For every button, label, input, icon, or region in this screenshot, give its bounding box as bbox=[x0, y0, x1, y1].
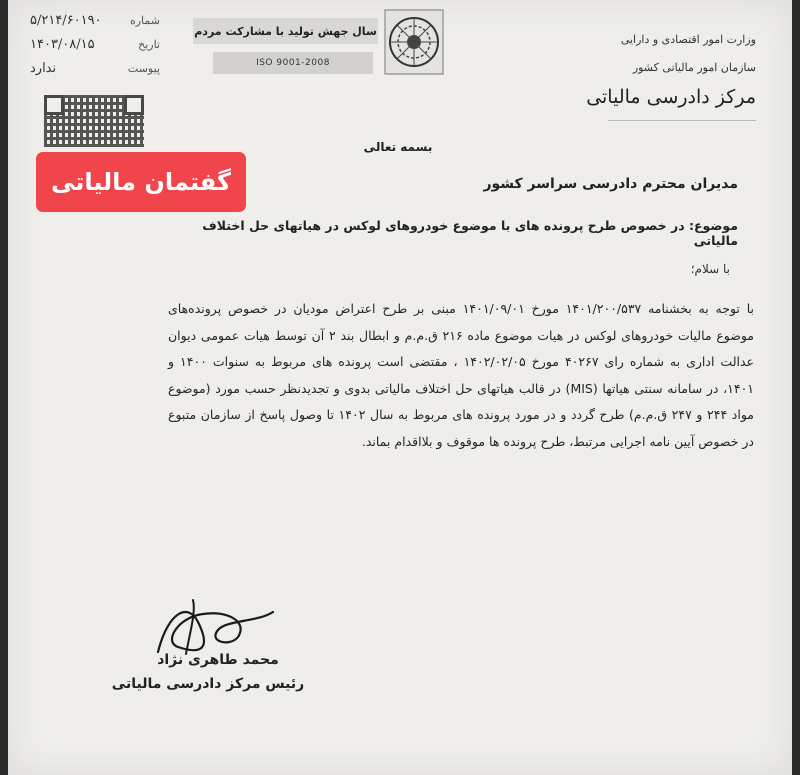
header-divider bbox=[608, 120, 756, 121]
meta-attachment-value: ندارد bbox=[30, 60, 57, 76]
meta-date-row bbox=[30, 32, 160, 56]
meta-attachment-label: پیوست bbox=[127, 61, 160, 75]
letter-greeting: با سلام؛ bbox=[690, 262, 730, 276]
header-ministry: وزارت امور اقتصادی و دارایی bbox=[620, 33, 756, 46]
tax-discourse-badge bbox=[36, 152, 246, 212]
letter-body-paragraph: با توجه به بخشنامه ۱۴۰۱/۲۰۰/۵۳۷ مورخ ۱۴۰۱/۰۹/۰۱ مبنی بر طرح اعتراض مودیان در خصوص پرونده‌های موضوع مالیات خودروهای لوکس در هیات موضوع ماده ۲۱۶ ق.م.م و ابطال بند ۲ آن توسط هیات عمومی دیوان عدالت اداری به شماره رای ۴۰۲۶۷ مورخ ۱۴۰۲/۰۲/۰۵ ، مقتضی است پرونده های مربوط به سنوات ۱۴۰۰ و ۱۴۰۱، در سامانه سنتی هیاتها (MIS) در قالب هیاتهای حل اختلاف مالیاتی بدوی و تجدیدنظر حسب مورد (موضوع مواد ۲۴۴ و ۲۴۷ ق.م.م) طرح گردد و در مورد پرونده های مربوط به سال ۱۴۰۲ تا وصول پاسخ از سازمان متبوع در خصوص آیین نامه اجرایی مرتبط، طرح پرونده ها موقوف و بلااقدام بماند. bbox=[168, 301, 755, 449]
meta-date-label: تاریخ bbox=[138, 37, 160, 51]
qr-code-icon bbox=[44, 95, 144, 147]
meta-number-label: شماره bbox=[129, 13, 160, 27]
badge-text: گفتمان مالیاتی bbox=[51, 168, 231, 196]
letter-body bbox=[168, 296, 754, 455]
letter-meta bbox=[30, 8, 160, 80]
letter-recipient: مدیران محترم دادرسی سراسر کشور bbox=[483, 176, 738, 192]
basmala: بسمه تعالی bbox=[363, 140, 433, 154]
header-organization: سازمان امور مالیاتی کشور bbox=[632, 61, 756, 74]
letter-sheet bbox=[8, 0, 792, 775]
meta-date-value: ۱۴۰۳/۰۸/۱۵ bbox=[30, 36, 95, 52]
letter-subject: موضوع: در خصوص طرح پرونده های با موضوع خودروهای لوکس در هیاتهای حل اختلاف مالیاتی bbox=[202, 218, 738, 248]
emblem-icon bbox=[383, 8, 445, 76]
meta-number-row bbox=[30, 8, 160, 32]
signer-name: محمد طاهری نژاد bbox=[157, 652, 279, 668]
meta-number-value: ۵/۲۱۴/۶۰۱۹۰ bbox=[30, 12, 102, 28]
header-ministry-block bbox=[556, 26, 756, 82]
signer-title: رئیس مرکز دادرسی مالیاتی bbox=[111, 676, 305, 692]
header-center-title: مرکز دادرسی مالیاتی bbox=[586, 86, 756, 108]
meta-attachment-row bbox=[30, 56, 160, 80]
header-slogan: سال جهش تولید با مشارکت مردم bbox=[193, 18, 378, 44]
header-iso: ISO 9001-2008 bbox=[213, 52, 373, 74]
